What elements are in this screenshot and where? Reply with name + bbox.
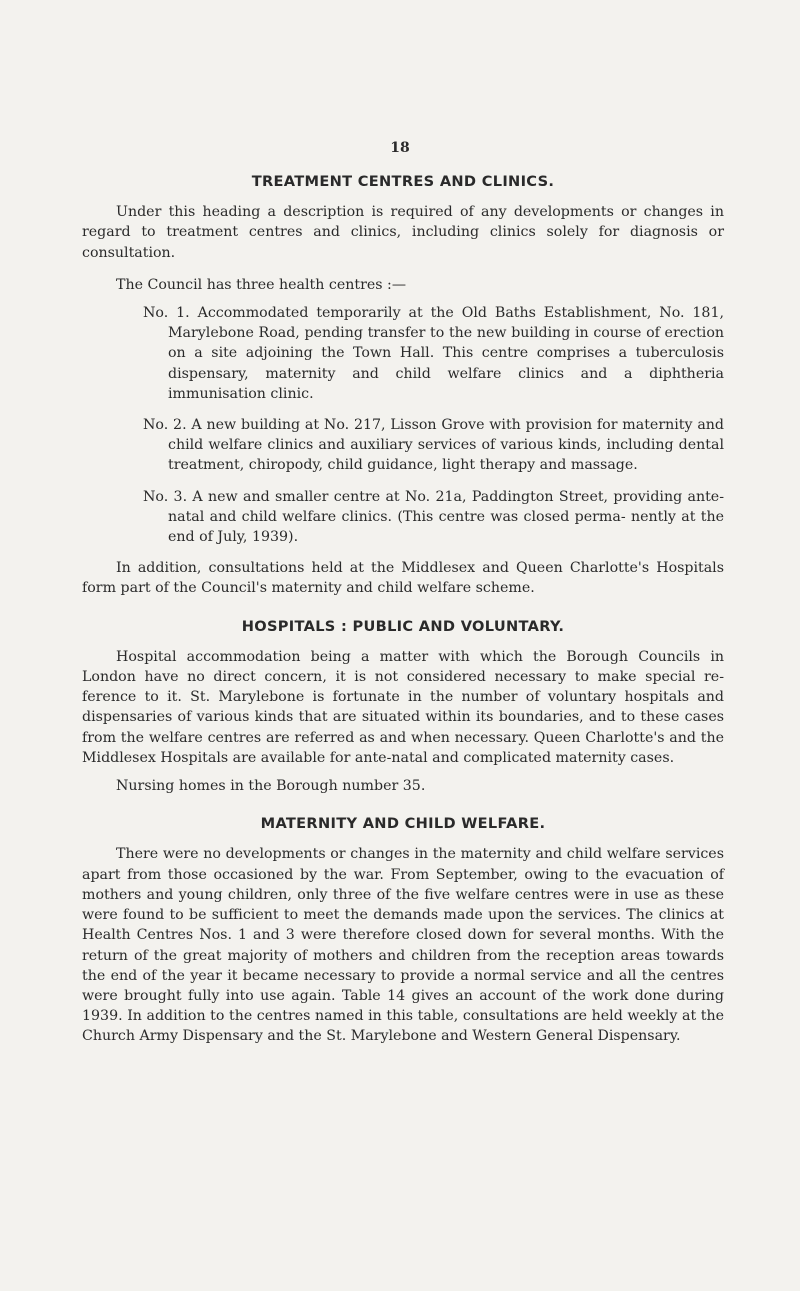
addition-paragraph: In addition, consultations held at the Middlesex and Queen Charlotte's Hospitals form part of the Council's maternity and child welfare scheme. xyxy=(82,560,724,597)
health-centres-list xyxy=(82,303,724,547)
nursing-homes-paragraph: Nursing homes in the Borough number 35. xyxy=(116,778,426,795)
intro-paragraph: Under this heading a description is required of any developments or changes in regard to treatment centres and clinics, including clinics solely for diagnosis or consultation. xyxy=(82,204,724,261)
health-centre-item: No. 2. A new building at No. 217, Lisson Grove with provision for maternity and child welfare clinics and auxiliary services of various kinds, including dental treatment, chiropody, child guidance, light therapy and massage. xyxy=(143,417,724,474)
section-maternity xyxy=(82,814,724,1046)
hospitals-paragraph: Hospital accommodation being a matter with which the Borough Councils in London have no direct concern, it is not considered necessary to make special re- ference to it. St. Marylebone is fortunate in the number of voluntary hospitals and dispensaries of various kinds that are situated within its boundaries, and to these cases from the welfare centres are referred as and when necessary. Queen Charlotte's and the Middlesex Hospitals are available for ante-natal and complicated maternity cases. xyxy=(82,648,724,766)
section-hospitals xyxy=(82,617,724,797)
section-heading: TREATMENT CENTRES AND CLINICS. xyxy=(251,173,555,190)
lead-paragraph: The Council has three health centres :— xyxy=(116,276,407,293)
section-treatment-centres xyxy=(82,172,724,599)
page-content xyxy=(82,172,724,1059)
health-centre-item: No. 1. Accommodated temporarily at the Old Baths Establishment, No. 181, Marylebone Road, pending transfer to the new building in course of erection on a site adjoining the Town Hall. This centre comprises a tuberculosis dispensary, maternity and child welfare clinics and a diphtheria immunisation clinic. xyxy=(143,305,724,402)
section-heading: MATERNITY AND CHILD WELFARE. xyxy=(260,815,546,833)
section-heading: HOSPITALS : PUBLIC AND VOLUNTARY. xyxy=(241,617,565,635)
page-number: 18 xyxy=(390,140,410,156)
health-centre-item: No. 3. A new and smaller centre at No. 21a, Paddington Street, providing ante-natal and child welfare clinics. (This centre was closed perma- nently at the end of July, 1939). xyxy=(143,488,724,546)
maternity-paragraph: There were no developments or changes in the maternity and child welfare services apart from those occasioned by the war. From September, owing to the evacuation of mothers and young children, only three of the five welfare centres were in use as these were found to be sufficient to meet the demands made upon the services. The clinics at Health Centres Nos. 1 and 3 were therefore closed down for several months. With the return of the great majority of mothers and children from the reception areas towards the end of the year it became necessary to provide a normal service and all the centres were brought fully into use again. Table 14 gives an account of the work done during 1939. In addition to the centres named in this table, consultations are held weekly at the Church Army Dispensary and the St. Marylebone and Western General Dispensary. xyxy=(82,846,724,1045)
